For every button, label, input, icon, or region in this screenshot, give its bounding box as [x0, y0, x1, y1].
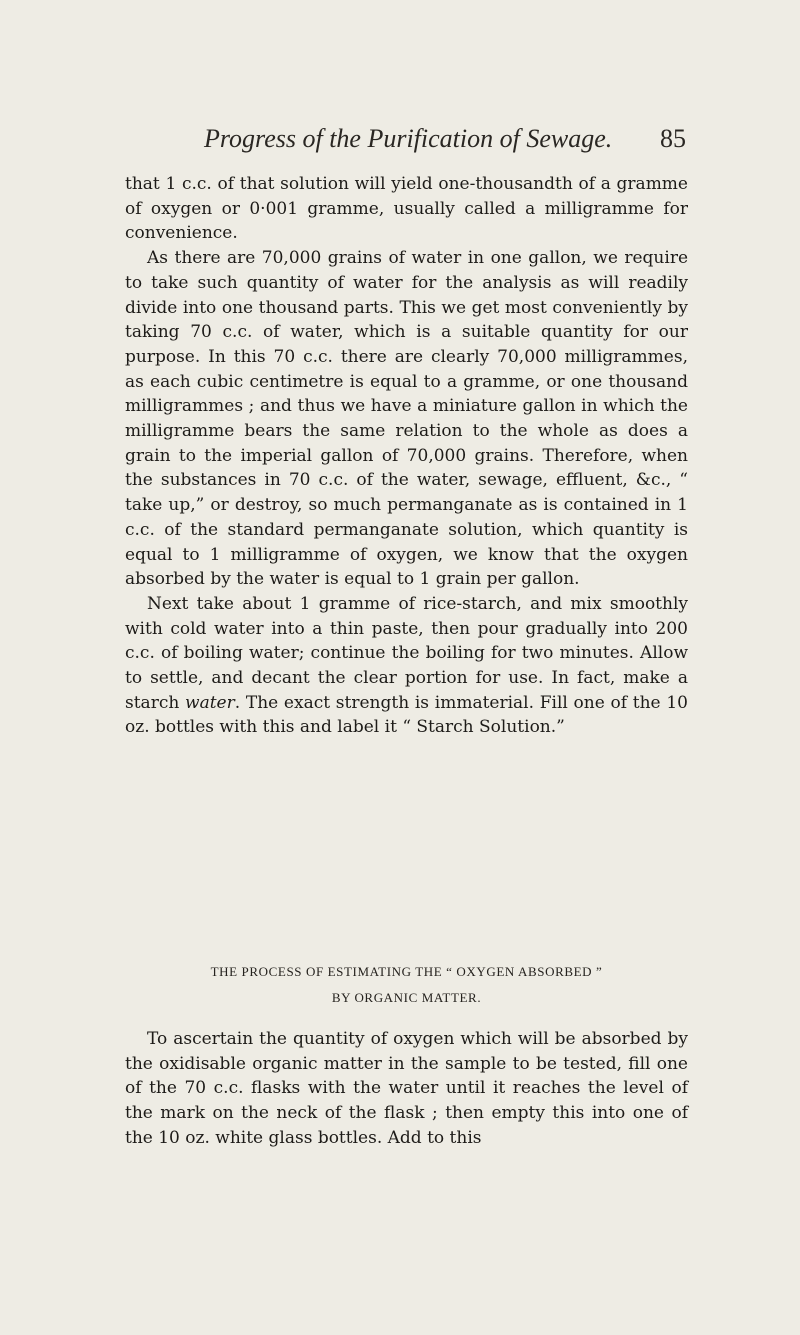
page-number: 85	[660, 124, 686, 153]
paragraph-continuation: that 1 c.c. of that solution will yield one-thousandth of a gramme of oxygen or 0·001 gramme, usually called a milligramme for convenience.	[125, 174, 688, 244]
paragraph-starch-text-before: Next take about 1 gramme of rice-starch, and mix smoothly with cold water into a thin paste, then pour gradually into 200 c.c. of boiling water; continue the boiling for two minutes. Allow to settle, and decant the clear portion for use. In fact, make a starch	[125, 593, 688, 713]
body-text-lower	[125, 1027, 688, 1151]
paragraph-gallon-calculation: As there are 70,000 grains of water in one gallon, we require to take such quantity of water for the analysis as will readily divide into one thousand parts. This we get most conveniently by taking 70 c.c. of water, which is a suitable quantity for our purpose. In this 70 c.c. there are clearly 70,000 milligrammes, as each cubic centimetre is equal to a gramme, or one thousand milligrammes ; and thus we have a miniature gallon in which the milligramme bears the same relation to the whole as does a grain to the imperial gallon of 70,000 grains. Therefore, when the substances in 70 c.c. of the water, sewage, effluent, &c., “ take up,” or destroy, so much permanganate as is contained in 1 c.c. of the standard permanganate solution, which quantity is equal to 1 milligramme of oxygen, we know that the oxygen absorbed by the water is equal to 1 grain per gallon.	[125, 248, 688, 590]
paragraph-starch-text-after: . The exact strength is immaterial. Fill one of the 10 oz. bottles with this and label it “ Starch Solution.”	[125, 692, 688, 738]
running-head-title: Progress of the Purification of Sewage.	[204, 124, 613, 153]
paragraph-starch-italic: water	[185, 692, 235, 713]
section-heading-line-1: THE PROCESS OF ESTIMATING THE “ OXYGEN ABSORBED ”	[210, 964, 603, 979]
paragraph-oxygen-procedure: To ascertain the quantity of oxygen which will be absorbed by the oxidisable organic matter in the sample to be tested, fill one of the 70 c.c. flasks with the water until it reaches the level of the mark on the neck of the flask ; then empty this into one of the 10 oz. white glass bottles. Add to this	[125, 1029, 688, 1148]
running-head	[196, 124, 686, 160]
body-text-upper	[125, 172, 688, 740]
section-heading-line-2: BY ORGANIC MATTER.	[331, 990, 482, 1005]
paragraph-starch-solution	[125, 592, 688, 740]
